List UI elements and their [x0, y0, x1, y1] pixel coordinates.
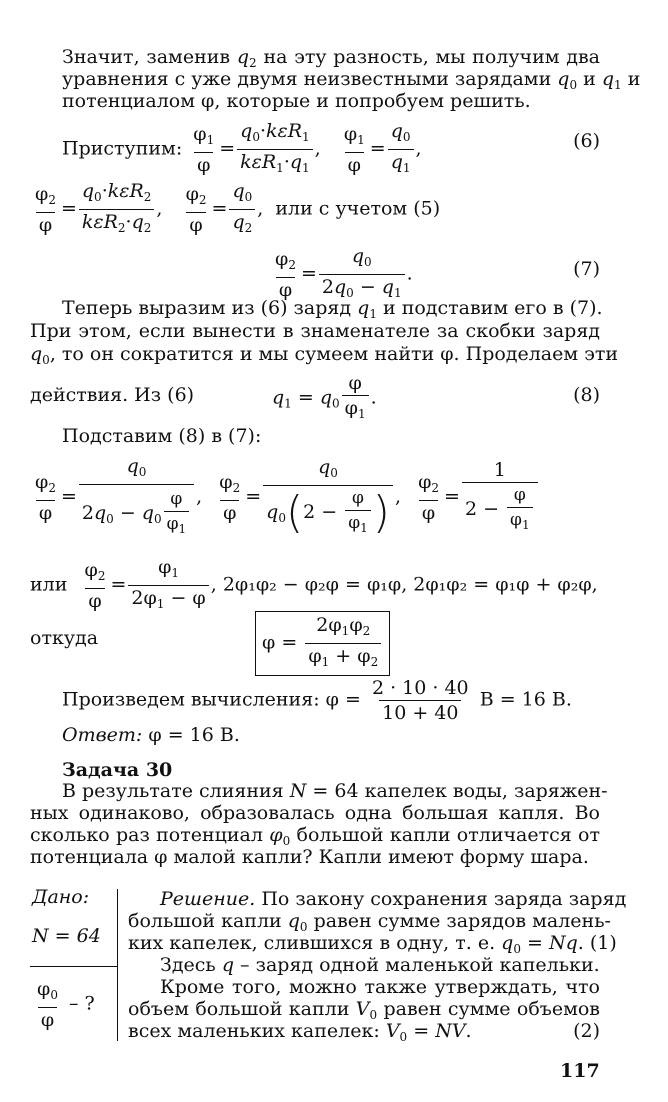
given-vertical-line	[117, 889, 118, 1041]
para1-line3: потенциалом φ, которые и попробуем решить.	[62, 90, 531, 112]
otkuda-label: откуда	[30, 627, 99, 649]
eq2-number: (2)	[573, 1020, 600, 1042]
ili-equation: или $\frac{\varphi_2}{\varphi}$ = $\frac{\varphi_1}{2\varphi_1 - \varphi}$ , 2φ₁φ₂ − φ₂φ = φ₁φ, 2φ₁φ₂ = φ₁φ + φ₂φ,	[30, 556, 598, 615]
solution-line6: объем большой капли $V_0$ равен сумме объемов	[128, 998, 600, 1022]
equation-8: $q_1 = q_0$ $\frac{\varphi}{\varphi_1}$ .	[272, 372, 377, 425]
equation-phi2: $\frac{\varphi_2}{\varphi}$ = $q_0\cdot k\varepsilon R_2$ $k\varepsilon R_2\cdot q_2$ , $\frac{\varphi_2}{\varphi}$ = $\frac{q_0}{q_2}$ , или с учетом (5)	[30, 180, 440, 239]
solution-line5: Кроме того, можно также утверждать, что	[160, 976, 600, 998]
task-line1: В результате слияния N = 64 капелек воды, заряжен-	[62, 780, 608, 802]
equation-6: Приступим: $\frac{\varphi_1}{\varphi}$ = $q_0\cdot k\varepsilon R_1$ $k\varepsilon R_1\cdot q_1$ , $\frac{\varphi_1}{\varphi}$ = $\frac{q_0}{q_1}$ ,	[62, 120, 422, 179]
given-label: Дано:	[32, 886, 90, 908]
task-line4: потенциала φ малой капли? Капли имеют форму шара.	[30, 846, 589, 868]
eq6-number: (6)	[573, 130, 600, 152]
solution-line4: Здесь q – заряд одной маленькой капельки.	[160, 954, 600, 976]
para1-line2: уравнения с уже двумя неизвестными зарядами $q_0$ и $q_1$ и	[62, 68, 641, 92]
solution-line2: большой капли $q_0$ равен сумме зарядов малень-	[128, 910, 611, 934]
solution-line3: ких капелек, слившихся в одну, т. е. $q_0 = Nq$. (1)	[128, 932, 617, 956]
para2-line3: $q_0$, то он сократится и мы сумеем найти φ. Проделаем эти	[30, 343, 619, 367]
eq8-number: (8)	[573, 384, 600, 406]
substitution-equations: $\frac{\varphi_2}{\varphi}$ = $q_0$ $2q_0 - q_0$ $\frac{\varphi}{\varphi_1}$ , $\frac{\varphi_2}{\varphi}$ = $q_0$ $q_0(2$ − $\frac{\varphi}{\varphi_1}$ ) , $\frac{\varphi_2}{\varphi}$ = 1 2 − $\frac{\varphi}{\varphi_1}$	[30, 455, 540, 540]
calculation: Произведем вычисления: φ = $\frac{2 \cdot 10 \cdot 40}{10 + 40}$ В = 16 В.	[62, 677, 572, 724]
task-line2: ных одинаково, образовалась одна большая капля. Во	[30, 802, 600, 824]
given-divider	[30, 966, 118, 967]
task-line3: сколько раз потенциал $\varphi_0$ большой капли отличается от	[30, 824, 601, 848]
boxed-result: φ = $\frac{2\varphi_1\varphi_2}{\varphi_1 + \varphi_2}$	[255, 611, 390, 676]
equation-7: $\frac{\varphi_2}{\varphi}$ = $\frac{q_0}{2q_0 - q_1}$ .	[270, 245, 413, 304]
para1-line1: Значит, заменив $q_2$ на эту разность, мы получим два	[62, 46, 601, 70]
para2-line4: действия. Из (6)	[30, 384, 195, 406]
eq7-number: (7)	[573, 258, 600, 280]
find-ratio: $\frac{\varphi_0}{\varphi}$ – ?	[37, 978, 95, 1031]
solution-line1: Решение. По закону сохранения заряда заряд	[160, 888, 627, 910]
answer: Ответ: φ = 16 В.	[62, 724, 240, 746]
para2-line2: При этом, если вынести в знаменателе за скобки заряд	[30, 320, 600, 342]
page-number: 117	[560, 1060, 600, 1082]
task-title: Задача 30	[62, 759, 173, 781]
given-n: N = 64	[32, 925, 101, 947]
substitute-line: Подставим (8) в (7):	[62, 425, 262, 447]
para2-line1: Теперь выразим из (6) заряд $q_1$ и подставим его в (7).	[62, 297, 603, 321]
solution-line7: всех маленьких капелек: $V_0$ = NV.	[128, 1020, 472, 1044]
